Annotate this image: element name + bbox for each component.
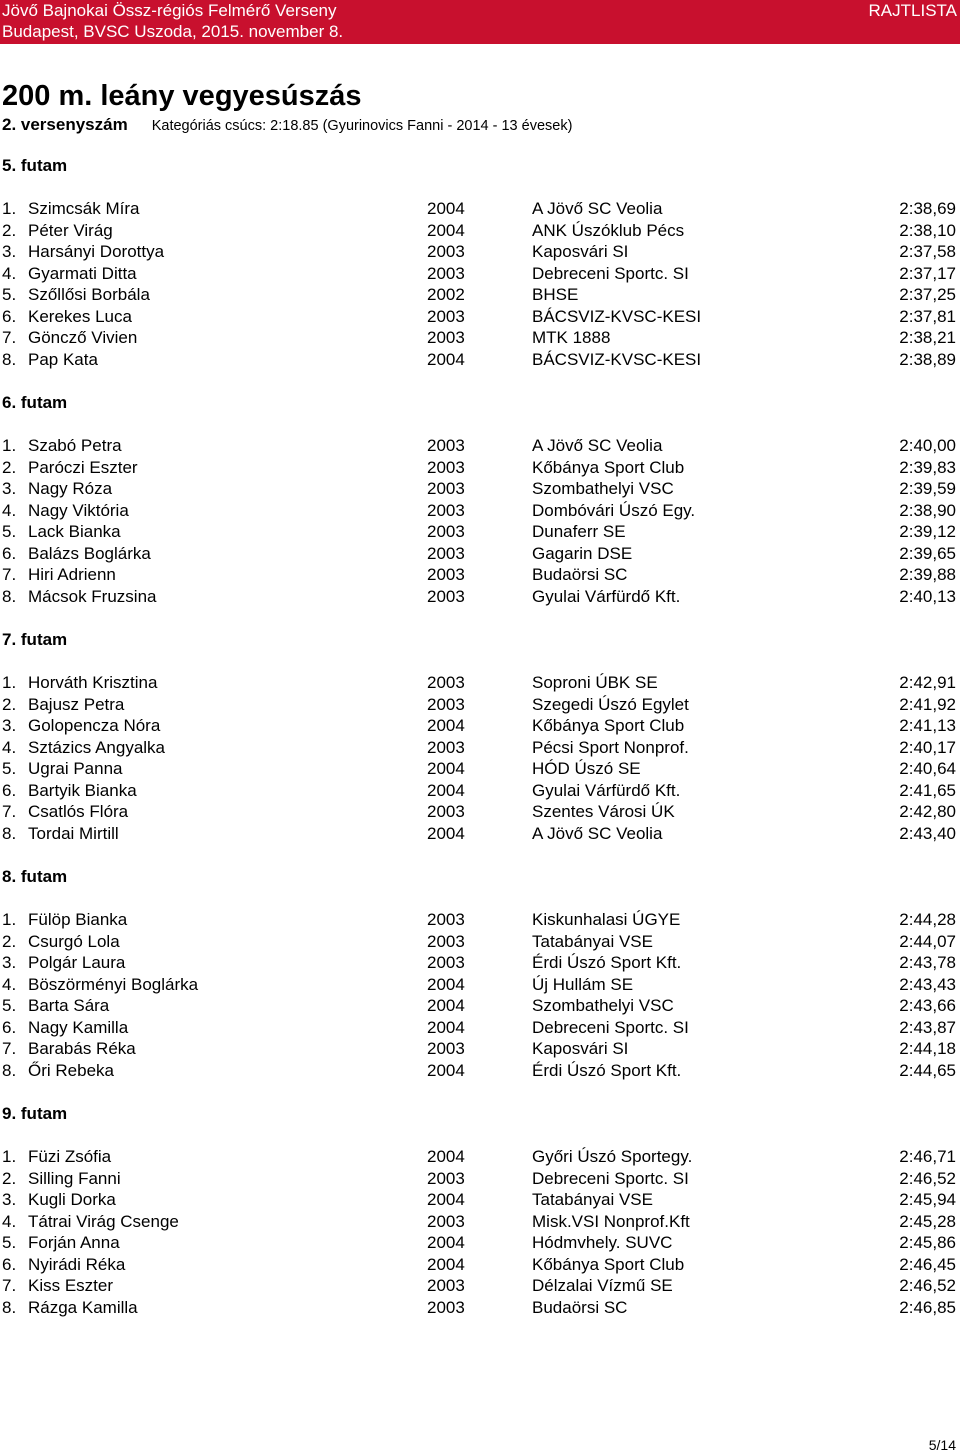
club-name: BHSE bbox=[532, 285, 579, 304]
rank-cell: 3. bbox=[2, 1190, 17, 1209]
rank-cell: 3. bbox=[2, 479, 17, 498]
table-row bbox=[0, 715, 960, 737]
birth-year: 2003 bbox=[427, 1297, 465, 1317]
club-name: Szentes Városi ÚK bbox=[532, 802, 675, 821]
rank-cell: 6. bbox=[2, 780, 17, 800]
table-row bbox=[0, 672, 960, 694]
entry-time: 2:43,40 bbox=[899, 823, 956, 843]
birth-year: 2003 bbox=[427, 306, 465, 326]
club-name: Gyulai Várfürdő Kft. bbox=[532, 780, 681, 800]
event-number: 2. versenyszám bbox=[2, 115, 128, 134]
club-name: A Jövő SC Veolia bbox=[532, 823, 663, 843]
heat-label: 5. futam bbox=[2, 156, 68, 175]
entry-time: 2:40,17 bbox=[899, 737, 956, 757]
swimmer-name: Harsányi Dorottya bbox=[28, 242, 165, 261]
rank-cell: 2. bbox=[2, 457, 17, 477]
swimmer-name: Tordai Mirtill bbox=[28, 823, 119, 843]
rank-cell: 6. bbox=[2, 1254, 17, 1274]
swimmer-name: Gyarmati Ditta bbox=[28, 263, 137, 283]
table-row bbox=[0, 284, 960, 306]
birth-year: 2003 bbox=[427, 1039, 465, 1058]
entry-time: 2:39,59 bbox=[899, 479, 956, 498]
swimmer-name: Nagy Viktória bbox=[28, 500, 129, 520]
swimmer-name: Rázga Kamilla bbox=[28, 1297, 138, 1317]
swimmer-name: Ugrai Panna bbox=[28, 759, 123, 778]
swimmer-name: Bartyik Bianka bbox=[28, 780, 137, 800]
table-row bbox=[0, 909, 960, 931]
entry-time: 2:43,43 bbox=[899, 974, 956, 994]
rank-cell: 3. bbox=[2, 716, 17, 735]
page-header bbox=[0, 0, 960, 44]
table-row bbox=[0, 327, 960, 349]
swimmer-name: Balázs Boglárka bbox=[28, 543, 151, 563]
table-row bbox=[0, 995, 960, 1017]
birth-year: 2004 bbox=[427, 759, 465, 778]
table-row bbox=[0, 1060, 960, 1082]
entry-time: 2:40,64 bbox=[899, 759, 956, 778]
swimmer-name: Böszörményi Boglárka bbox=[28, 974, 199, 994]
swimmer-name: Barta Sára bbox=[28, 996, 110, 1015]
birth-year: 2003 bbox=[427, 931, 465, 951]
club-name: ANK Úszóklub Pécs bbox=[532, 220, 685, 240]
club-name: BÁCSVIZ-KVSC-KESI bbox=[532, 306, 702, 326]
entry-time: 2:37,81 bbox=[899, 306, 956, 326]
entry-time: 2:46,45 bbox=[899, 1254, 956, 1274]
entry-time: 2:43,78 bbox=[899, 953, 956, 972]
entry-time: 2:46,52 bbox=[899, 1276, 956, 1295]
rank-cell: 2. bbox=[2, 1168, 17, 1188]
table-row bbox=[0, 241, 960, 263]
birth-year: 2004 bbox=[427, 1147, 465, 1166]
club-name: Kőbánya Sport Club bbox=[532, 457, 685, 477]
entry-time: 2:37,17 bbox=[899, 263, 956, 283]
rank-cell: 1. bbox=[2, 673, 17, 692]
birth-year: 2003 bbox=[427, 522, 465, 541]
entry-time: 2:39,83 bbox=[899, 457, 956, 477]
birth-year: 2003 bbox=[427, 586, 465, 606]
swimmer-name: Göncző Vivien bbox=[28, 328, 138, 347]
birth-year: 2003 bbox=[427, 500, 465, 520]
swimmer-name: Golopencza Nóra bbox=[28, 716, 161, 735]
entry-time: 2:37,58 bbox=[899, 242, 956, 261]
birth-year: 2003 bbox=[427, 479, 465, 498]
birth-year: 2004 bbox=[427, 780, 465, 800]
table-row bbox=[0, 758, 960, 780]
entry-time: 2:37,25 bbox=[899, 285, 956, 304]
entry-time: 2:38,69 bbox=[899, 199, 956, 218]
club-name: Budaörsi SC bbox=[532, 565, 628, 584]
birth-year: 2003 bbox=[427, 457, 465, 477]
rank-cell: 7. bbox=[2, 802, 17, 821]
event-subtitle bbox=[2, 114, 572, 136]
club-name: Pécsi Sport Nonprof. bbox=[532, 737, 689, 757]
birth-year: 2003 bbox=[427, 737, 465, 757]
swimmer-name: Forján Anna bbox=[28, 1233, 120, 1252]
table-row bbox=[0, 737, 960, 759]
table-row bbox=[0, 801, 960, 823]
swimmer-name: Mácsok Fruzsina bbox=[28, 586, 157, 606]
rank-cell: 7. bbox=[2, 1039, 17, 1058]
entry-time: 2:45,94 bbox=[899, 1190, 956, 1209]
birth-year: 2003 bbox=[427, 565, 465, 584]
entry-time: 2:38,90 bbox=[899, 500, 956, 520]
entry-time: 2:46,85 bbox=[899, 1297, 956, 1317]
swimmer-name: Lack Bianka bbox=[28, 522, 121, 541]
club-name: HÓD Úszó SE bbox=[532, 759, 641, 778]
club-name: Misk.VSI Nonprof.Kft bbox=[532, 1211, 690, 1231]
entry-time: 2:39,65 bbox=[899, 543, 956, 563]
swimmer-name: Kugli Dorka bbox=[28, 1190, 116, 1209]
birth-year: 2003 bbox=[427, 1276, 465, 1295]
club-name: A Jövő SC Veolia bbox=[532, 199, 663, 218]
entry-time: 2:39,88 bbox=[899, 565, 956, 584]
rank-cell: 6. bbox=[2, 1017, 17, 1037]
birth-year: 2003 bbox=[427, 328, 465, 347]
heat-label: 6. futam bbox=[2, 393, 68, 412]
swimmer-name: Nagy Kamilla bbox=[28, 1017, 129, 1037]
club-name: Soproni ÚBK SE bbox=[532, 673, 658, 692]
birth-year: 2004 bbox=[427, 823, 465, 843]
entry-time: 2:45,28 bbox=[899, 1211, 956, 1231]
swimmer-name: Kerekes Luca bbox=[28, 306, 132, 326]
rank-cell: 8. bbox=[2, 586, 17, 606]
birth-year: 2004 bbox=[427, 349, 465, 369]
rank-cell: 5. bbox=[2, 285, 17, 304]
table-row bbox=[0, 1232, 960, 1254]
entry-time: 2:41,13 bbox=[899, 716, 956, 735]
birth-year: 2004 bbox=[427, 1017, 465, 1037]
rank-cell: 2. bbox=[2, 931, 17, 951]
table-row bbox=[0, 478, 960, 500]
club-name: Gyulai Várfürdő Kft. bbox=[532, 586, 681, 606]
birth-year: 2003 bbox=[427, 953, 465, 972]
birth-year: 2003 bbox=[427, 543, 465, 563]
swimmer-name: Silling Fanni bbox=[28, 1168, 121, 1188]
table-row bbox=[0, 543, 960, 565]
entry-time: 2:42,91 bbox=[899, 673, 956, 692]
birth-year: 2004 bbox=[427, 199, 465, 218]
birth-year: 2003 bbox=[427, 1211, 465, 1231]
entry-time: 2:44,18 bbox=[899, 1039, 956, 1058]
entry-time: 2:41,92 bbox=[899, 694, 956, 714]
swimmer-name: Szőllősi Borbála bbox=[28, 285, 150, 304]
entry-time: 2:44,65 bbox=[899, 1060, 956, 1080]
swimmer-name: Kiss Eszter bbox=[28, 1276, 114, 1295]
entry-time: 2:45,86 bbox=[899, 1233, 956, 1252]
table-row bbox=[0, 952, 960, 974]
venue-date: Budapest, BVSC Uszoda, 2015. november 8. bbox=[2, 22, 344, 41]
entry-time: 2:44,07 bbox=[899, 931, 956, 951]
swimmer-name: Hiri Adrienn bbox=[28, 565, 116, 584]
swimmer-name: Barabás Réka bbox=[28, 1039, 136, 1058]
heat-label: 7. futam bbox=[2, 630, 68, 649]
heat-label: 9. futam bbox=[2, 1104, 68, 1123]
table-row bbox=[0, 1275, 960, 1297]
birth-year: 2004 bbox=[427, 1060, 465, 1080]
rank-cell: 2. bbox=[2, 694, 17, 714]
club-name: Szombathelyi VSC bbox=[532, 479, 674, 498]
table-row bbox=[0, 780, 960, 802]
page-number: 5/14 bbox=[928, 1437, 956, 1453]
birth-year: 2004 bbox=[427, 974, 465, 994]
table-row bbox=[0, 823, 960, 845]
club-name: Győri Úszó Sportegy. bbox=[532, 1147, 693, 1166]
birth-year: 2003 bbox=[427, 910, 465, 929]
table-row bbox=[0, 1297, 960, 1319]
club-name: Kiskunhalasi ÚGYE bbox=[532, 910, 681, 929]
rank-cell: 4. bbox=[2, 1211, 17, 1231]
rank-cell: 7. bbox=[2, 565, 17, 584]
entry-time: 2:38,21 bbox=[899, 328, 956, 347]
event-title: 200 m. leány vegyesúszás bbox=[2, 80, 362, 112]
entry-time: 2:43,87 bbox=[899, 1017, 956, 1037]
swimmer-name: Füzi Zsófia bbox=[28, 1147, 112, 1166]
table-row bbox=[0, 694, 960, 716]
birth-year: 2004 bbox=[427, 1254, 465, 1274]
club-name: Kaposvári SI bbox=[532, 1039, 629, 1058]
rank-cell: 4. bbox=[2, 737, 17, 757]
table-row bbox=[0, 306, 960, 328]
swimmer-name: Csurgó Lola bbox=[28, 931, 120, 951]
birth-year: 2004 bbox=[427, 1190, 465, 1209]
club-name: Debreceni Sportc. SI bbox=[532, 1017, 689, 1037]
table-row bbox=[0, 1146, 960, 1168]
rank-cell: 4. bbox=[2, 974, 17, 994]
birth-year: 2004 bbox=[427, 220, 465, 240]
club-name: Szombathelyi VSC bbox=[532, 996, 674, 1015]
rank-cell: 8. bbox=[2, 349, 17, 369]
club-name: Budaörsi SC bbox=[532, 1297, 628, 1317]
rank-cell: 8. bbox=[2, 823, 17, 843]
club-name: Kőbánya Sport Club bbox=[532, 716, 685, 735]
table-row bbox=[0, 521, 960, 543]
rank-cell: 3. bbox=[2, 953, 17, 972]
entry-time: 2:40,00 bbox=[899, 436, 956, 455]
birth-year: 2003 bbox=[427, 263, 465, 283]
club-name: Délzalai Vízmű SE bbox=[532, 1276, 673, 1295]
rank-cell: 7. bbox=[2, 1276, 17, 1295]
club-name: Új Hullám SE bbox=[532, 974, 634, 994]
rank-cell: 8. bbox=[2, 1060, 17, 1080]
table-row bbox=[0, 263, 960, 285]
rank-cell: 6. bbox=[2, 306, 17, 326]
birth-year: 2003 bbox=[427, 1168, 465, 1188]
club-name: Érdi Úszó Sport Kft. bbox=[532, 953, 682, 972]
club-name: Érdi Úszó Sport Kft. bbox=[532, 1060, 682, 1080]
rank-cell: 8. bbox=[2, 1297, 17, 1317]
club-name: Tatabányai VSE bbox=[532, 931, 653, 951]
swimmer-name: Paróczi Eszter bbox=[28, 457, 138, 477]
entry-time: 2:43,66 bbox=[899, 996, 956, 1015]
swimmer-name: Pap Kata bbox=[28, 349, 98, 369]
birth-year: 2004 bbox=[427, 716, 465, 735]
club-name: Tatabányai VSE bbox=[532, 1190, 653, 1209]
table-row bbox=[0, 586, 960, 608]
club-name: Hódmvhely. SUVC bbox=[532, 1233, 673, 1252]
table-row bbox=[0, 1189, 960, 1211]
club-name: Debreceni Sportc. SI bbox=[532, 1168, 689, 1188]
swimmer-name: Nyirádi Réka bbox=[28, 1254, 126, 1274]
entry-time: 2:39,12 bbox=[899, 522, 956, 541]
rank-cell: 5. bbox=[2, 759, 17, 778]
rank-cell: 4. bbox=[2, 263, 17, 283]
rank-cell: 2. bbox=[2, 220, 17, 240]
rank-cell: 1. bbox=[2, 199, 17, 218]
birth-year: 2003 bbox=[427, 673, 465, 692]
birth-year: 2003 bbox=[427, 436, 465, 455]
birth-year: 2003 bbox=[427, 694, 465, 714]
table-row bbox=[0, 220, 960, 242]
entry-time: 2:38,10 bbox=[899, 220, 956, 240]
table-row bbox=[0, 1017, 960, 1039]
swimmer-name: Csatlós Flóra bbox=[28, 802, 129, 821]
swimmer-name: Tátrai Virág Csenge bbox=[28, 1211, 179, 1231]
entry-time: 2:41,65 bbox=[899, 780, 956, 800]
table-row bbox=[0, 564, 960, 586]
document-type: RAJTLISTA bbox=[868, 1, 957, 20]
club-name: Debreceni Sportc. SI bbox=[532, 263, 689, 283]
rank-cell: 1. bbox=[2, 1147, 17, 1166]
rank-cell: 6. bbox=[2, 543, 17, 563]
swimmer-name: Szimcsák Míra bbox=[28, 199, 140, 218]
birth-year: 2003 bbox=[427, 242, 465, 261]
rank-cell: 7. bbox=[2, 328, 17, 347]
rank-cell: 5. bbox=[2, 996, 17, 1015]
club-name: Gagarin DSE bbox=[532, 543, 633, 563]
table-row bbox=[0, 500, 960, 522]
club-name: BÁCSVIZ-KVSC-KESI bbox=[532, 349, 702, 369]
table-row bbox=[0, 1038, 960, 1060]
entry-time: 2:42,80 bbox=[899, 802, 956, 821]
table-row bbox=[0, 1211, 960, 1233]
rank-cell: 5. bbox=[2, 522, 17, 541]
swimmer-name: Fülöp Bianka bbox=[28, 910, 128, 929]
swimmer-name: Nagy Róza bbox=[28, 479, 113, 498]
rank-cell: 3. bbox=[2, 242, 17, 261]
entry-time: 2:46,52 bbox=[899, 1168, 956, 1188]
club-name: Szegedi Úszó Egylet bbox=[532, 694, 689, 714]
table-row bbox=[0, 435, 960, 457]
category-record: Kategóriás csúcs: 2:18.85 (Gyurinovics Fanni - 2014 - 13 évesek) bbox=[151, 118, 573, 134]
table-row bbox=[0, 1168, 960, 1190]
table-row bbox=[0, 931, 960, 953]
club-name: Kaposvári SI bbox=[532, 242, 629, 261]
swimmer-name: Sztázics Angyalka bbox=[28, 737, 166, 757]
club-name: A Jövő SC Veolia bbox=[532, 436, 663, 455]
entry-time: 2:44,28 bbox=[899, 910, 956, 929]
table-row bbox=[0, 198, 960, 220]
birth-year: 2004 bbox=[427, 1233, 465, 1252]
birth-year: 2003 bbox=[427, 802, 465, 821]
birth-year: 2004 bbox=[427, 996, 465, 1015]
swimmer-name: Péter Virág bbox=[28, 220, 113, 240]
entry-time: 2:46,71 bbox=[899, 1147, 956, 1166]
entry-time: 2:40,13 bbox=[899, 586, 956, 606]
swimmer-name: Őri Rebeka bbox=[28, 1060, 114, 1080]
swimmer-name: Bajusz Petra bbox=[28, 694, 125, 714]
rank-cell: 5. bbox=[2, 1233, 17, 1252]
table-row bbox=[0, 349, 960, 371]
swimmer-name: Horváth Krisztina bbox=[28, 673, 158, 692]
rank-cell: 4. bbox=[2, 500, 17, 520]
swimmer-name: Szabó Petra bbox=[28, 436, 122, 455]
entry-time: 2:38,89 bbox=[899, 349, 956, 369]
competition-name: Jövő Bajnokai Össz-régiós Felmérő Verseny bbox=[2, 1, 337, 20]
swimmer-name: Polgár Laura bbox=[28, 953, 126, 972]
rank-cell: 1. bbox=[2, 910, 17, 929]
club-name: Dombóvári Úszó Egy. bbox=[532, 500, 696, 520]
heat-label: 8. futam bbox=[2, 867, 68, 886]
club-name: Dunaferr SE bbox=[532, 522, 626, 541]
table-row bbox=[0, 974, 960, 996]
table-row bbox=[0, 1254, 960, 1276]
birth-year: 2002 bbox=[427, 285, 465, 304]
club-name: Kőbánya Sport Club bbox=[532, 1254, 685, 1274]
rank-cell: 1. bbox=[2, 436, 17, 455]
club-name: MTK 1888 bbox=[532, 328, 611, 347]
table-row bbox=[0, 457, 960, 479]
